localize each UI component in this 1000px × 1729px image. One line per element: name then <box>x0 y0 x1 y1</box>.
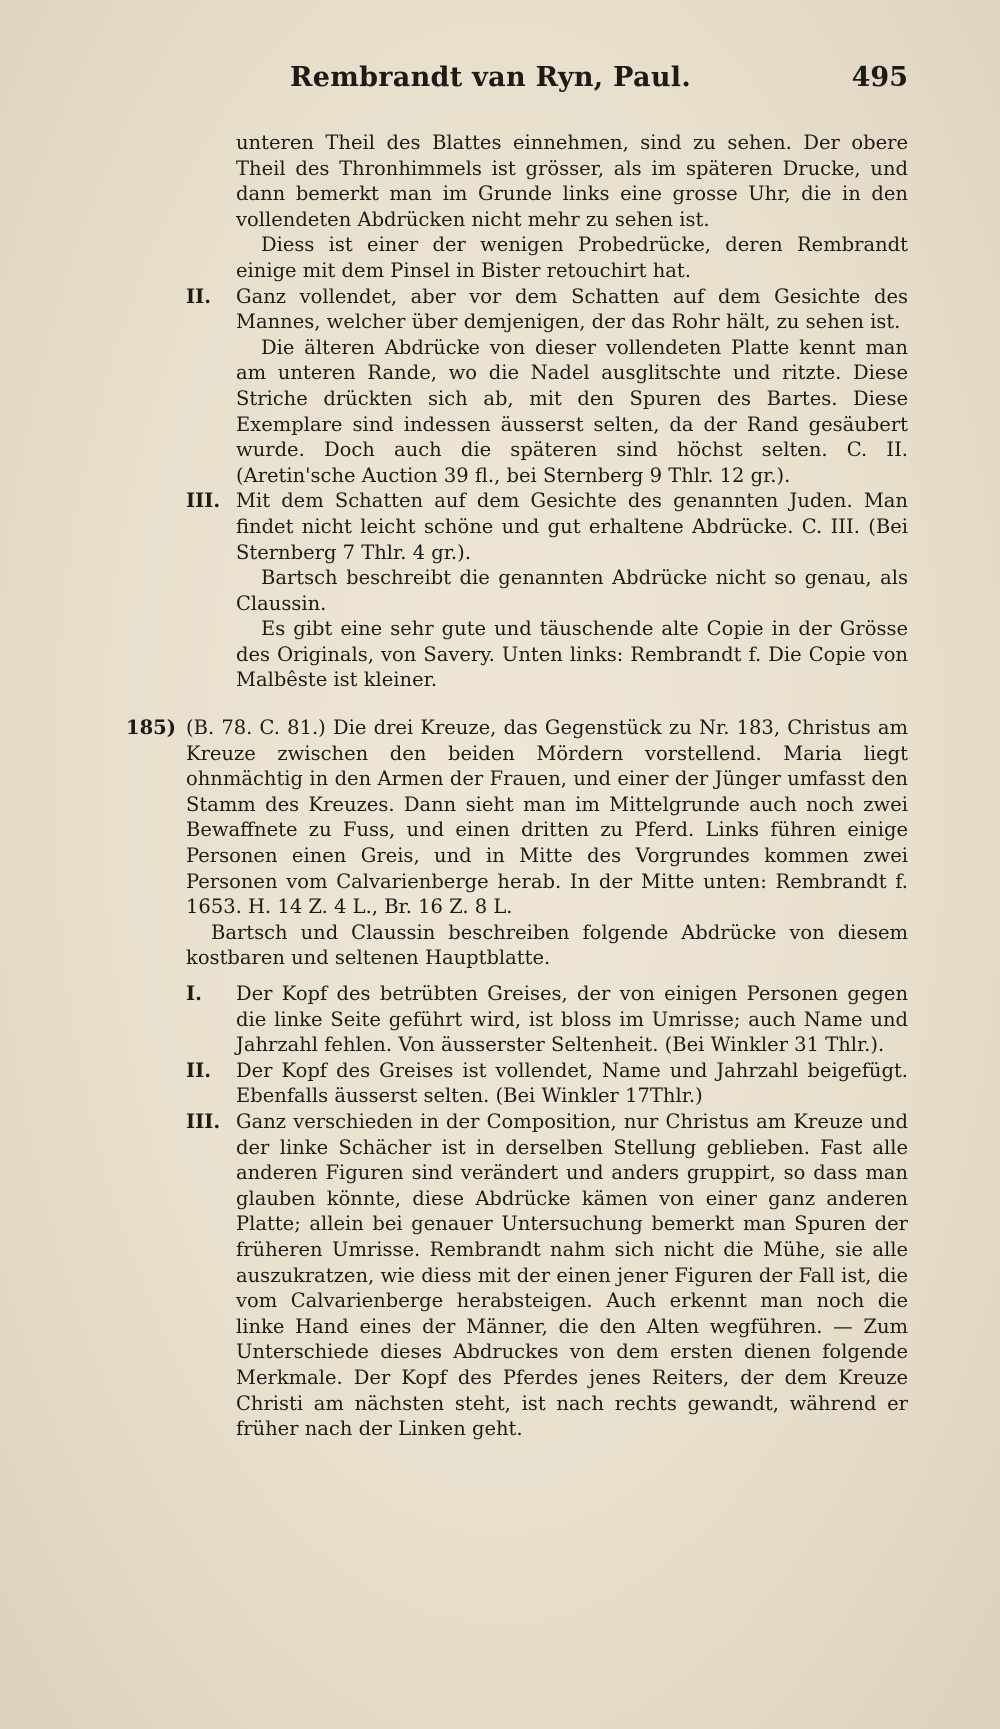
state-item <box>186 284 908 335</box>
state-number: I. <box>186 982 202 1005</box>
state-text: Ganz verschieden in der Composition, nur Christus am Kreuze und der linke Schächer ist in derselben Stellung geblieben. Fast alle anderen Figuren sind verändert und anders gruppirt, so dass man glauben könnte, diese Abdrücke kämen von einer ganz anderen Platte; allein bei genauer Untersuchung bemerkt man Spuren der früheren Umrisse. Rembrandt nahm sich nicht die Mühe, sie alle auszukratzen, wie diess mit der einen jener Figuren der Fall ist, die vom Calvarienberge herabsteigen. Auch erkennt man noch die linke Hand eines der Männer, die den Alten wegführen. — Zum Unterschiede dieses Abdruckes von dem ersten dienen folgende Merkmale. Der Kopf des Pferdes jenes Reiters, der dem Kreuze Christi am nächsten steht, ist nach rechts gewandt, während er früher nach der Linken geht. <box>236 1109 908 1441</box>
continuation-paragraph: Diess ist einer der wenigen Probedrücke, deren Rembrandt einige mit dem Pinsel in Bister retouchirt hat. <box>236 233 908 282</box>
entry-number: 185) <box>126 716 176 740</box>
state-number: II. <box>186 1058 212 1082</box>
state-note: Die älteren Abdrücke von dieser vollendeten Platte kennt man am unteren Rande, wo die Nadel ausglitschte und ritzte. Diese Striche drückten sich ab, mit den Spuren des Bartes. Diese Exemplare sind indessen äusserst selten, da der Rand gesäubert wurde. Doch auch die späteren sind höchst selten. C. II. (Aretin'sche Auction 39 fl., bei Sternberg 9 Thlr. 12 gr.). <box>236 335 908 487</box>
entry-description: (B. 78. C. 81.) Die drei Kreuze, das Gegenstück zu Nr. 183, Christus am Kreuze zwischen den beiden Mördern vorstellend. Maria liegt ohnmächtig in den Armen der Frauen, und einer der Jünger umfasst den Stamm des Kreuzes. Dann sieht man im Mittelgrunde auch noch zwei Bewaffnete zu Fuss, und einen dritten zu Pferd. Links führen einige Personen einen Greis, und in Mitte des Vorgrundes kommen zwei Personen vom Calvarienberge herab. In der Mitte unten: Rembrandt f. 1653. H. 14 Z. 4 L., Br. 16 Z. 8 L. <box>186 716 908 919</box>
page-number: 495 <box>851 62 908 93</box>
state-item <box>186 1109 908 1442</box>
entry-description: Bartsch und Claussin beschreiben folgende Abdrücke von diesem kostbaren und seltenen Hauptblatte. <box>186 920 908 970</box>
continuation-paragraph: unteren Theil des Blattes einnehmen, sind zu sehen. Der obere Theil des Thronhimmels ist grösser, als im späteren Drucke, und dann bemerkt man im Grunde links eine grosse Uhr, die in den vollendeten Abdrücken nicht mehr zu sehen ist. <box>236 131 908 231</box>
state-item <box>186 1058 908 1109</box>
entry-content <box>186 715 908 1442</box>
entry-state-list <box>186 981 908 1442</box>
page-header <box>290 62 908 93</box>
catalogue-entry <box>126 715 908 1442</box>
state-number: III. <box>186 489 221 513</box>
state-number: II. <box>186 284 212 308</box>
page-body <box>126 130 908 1442</box>
state-number: III. <box>186 1109 221 1133</box>
running-title: Rembrandt van Ryn, Paul. <box>290 62 692 93</box>
state-note: Bartsch beschreibt die genannten Abdrücke nicht so genau, als Claussin. <box>236 566 908 615</box>
state-text: Ganz vollendet, aber vor dem Schatten auf dem Gesichte des Mannes, welcher über demjenigen, der das Rohr hält, zu sehen ist. <box>236 284 908 334</box>
state-text: Mit dem Schatten auf dem Gesichte des genannten Juden. Man findet nicht leicht schöne und gut erhaltene Abdrücke. C. III. (Bei Sternberg 7 Thlr. 4 gr.). <box>236 489 908 564</box>
state-text: Der Kopf des Greises ist vollendet, Name und Jahrzahl beigefügt. Ebenfalls äusserst selten. (Bei Winkler 17Thlr.) <box>236 1058 908 1108</box>
state-item <box>186 981 908 1058</box>
state-note: Es gibt eine sehr gute und täuschende alte Copie in der Grösse des Originals, von Savery. Unten links: Rembrandt f. Die Copie von Malbêste ist kleiner. <box>236 617 908 692</box>
state-item <box>186 488 908 565</box>
state-text: Der Kopf des betrübten Greises, der von einigen Personen gegen die linke Seite geführt wird, ist bloss im Umrisse; auch Name und Jahrzahl fehlen. Von äusserster Seltenheit. (Bei Winkler 31 Thlr.). <box>236 982 908 1057</box>
